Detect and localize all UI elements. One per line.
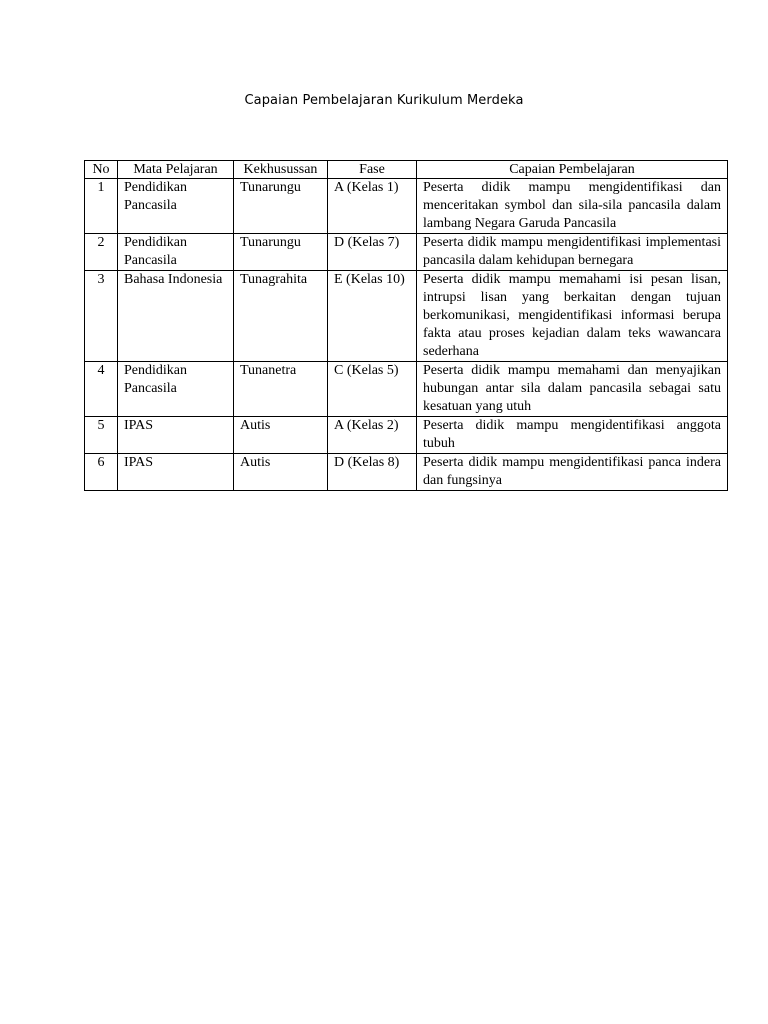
- table-row: [85, 179, 728, 234]
- cell-specialty: Tunarungu: [234, 179, 328, 234]
- cell-outcome: Peserta didik mampu mengidentifikasi dan menceritakan symbol dan sila-sila pancasila dalam lambang Negara Garuda Pancasila: [417, 179, 728, 234]
- cell-no: 6: [85, 454, 118, 491]
- table-row: [85, 454, 728, 491]
- cell-outcome: Peserta didik mampu mengidentifikasi anggota tubuh: [417, 417, 728, 454]
- learning-outcomes-table: [84, 160, 728, 491]
- cell-phase: D (Kelas 8): [328, 454, 417, 491]
- cell-outcome: Peserta didik mampu mengidentifikasi panca indera dan fungsinya: [417, 454, 728, 491]
- cell-subject: IPAS: [118, 454, 234, 491]
- cell-subject: Pendidikan Pancasila: [118, 362, 234, 417]
- table-header-row: [85, 161, 728, 179]
- cell-no: 5: [85, 417, 118, 454]
- cell-outcome: Peserta didik mampu mengidentifikasi implementasi pancasila dalam kehidupan bernegara: [417, 234, 728, 271]
- cell-specialty: Autis: [234, 454, 328, 491]
- cell-no: 3: [85, 271, 118, 362]
- cell-outcome: Peserta didik mampu memahami isi pesan lisan, intrupsi lisan yang berkaitan dengan tujuan berkomunikasi, mengidentifikasi informasi berupa fakta atau proses kejadian dalam teks wawancara sederhana: [417, 271, 728, 362]
- cell-no: 4: [85, 362, 118, 417]
- cell-specialty: Tunanetra: [234, 362, 328, 417]
- table-row: [85, 234, 728, 271]
- cell-outcome: Peserta didik mampu memahami dan menyajikan hubungan antar sila dalam pancasila sebagai satu kesatuan yang utuh: [417, 362, 728, 417]
- cell-phase: E (Kelas 10): [328, 271, 417, 362]
- cell-subject: Bahasa Indonesia: [118, 271, 234, 362]
- header-outcome: Capaian Pembelajaran: [417, 161, 728, 179]
- table-row: [85, 417, 728, 454]
- cell-no: 1: [85, 179, 118, 234]
- cell-phase: D (Kelas 7): [328, 234, 417, 271]
- cell-subject: Pendidikan Pancasila: [118, 179, 234, 234]
- cell-subject: Pendidikan Pancasila: [118, 234, 234, 271]
- cell-phase: A (Kelas 2): [328, 417, 417, 454]
- cell-phase: A (Kelas 1): [328, 179, 417, 234]
- table-row: [85, 271, 728, 362]
- cell-specialty: Tunarungu: [234, 234, 328, 271]
- cell-phase: C (Kelas 5): [328, 362, 417, 417]
- cell-specialty: Tunagrahita: [234, 271, 328, 362]
- page-title: Capaian Pembelajaran Kurikulum Merdeka: [244, 93, 524, 108]
- cell-specialty: Autis: [234, 417, 328, 454]
- table-row: [85, 362, 728, 417]
- header-no: No: [85, 161, 118, 179]
- header-phase: Fase: [328, 161, 417, 179]
- header-specialty: Kekhusussan: [234, 161, 328, 179]
- cell-subject: IPAS: [118, 417, 234, 454]
- header-subject: Mata Pelajaran: [118, 161, 234, 179]
- cell-no: 2: [85, 234, 118, 271]
